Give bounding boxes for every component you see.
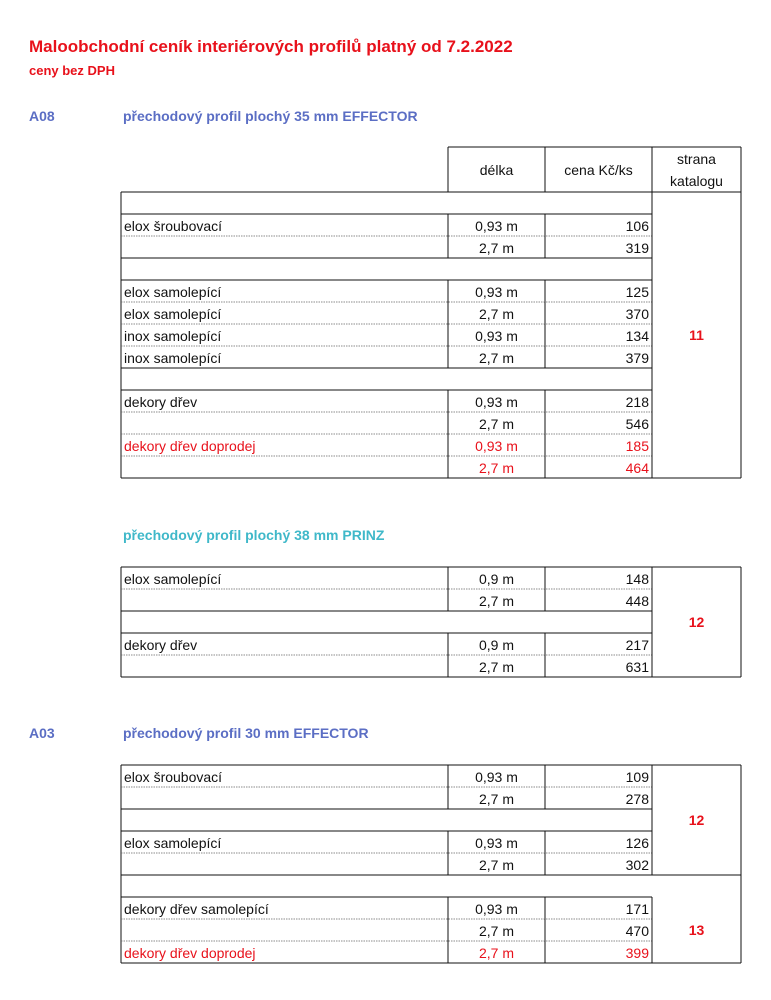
- row-length: 0,93 m: [475, 835, 518, 851]
- row-length: 0,93 m: [475, 328, 518, 344]
- row-price: 171: [625, 901, 649, 917]
- header-page-line1: strana: [677, 151, 716, 167]
- row-length: 0,93 m: [475, 438, 518, 454]
- row-price: 370: [625, 306, 649, 322]
- row-price: 106: [625, 218, 649, 234]
- row-price: 379: [625, 350, 649, 366]
- section-title-a08: přechodový profil plochý 35 mm EFFECTOR: [123, 108, 418, 124]
- page-title: Maloobchodní ceník interiérových profilů platný od 7.2.2022: [29, 37, 513, 56]
- row-length: 2,7 m: [478, 593, 515, 609]
- row-length: 2,7 m: [478, 240, 515, 256]
- row-length: 0,93 m: [475, 284, 518, 300]
- row-name: dekory dřev samolepící: [124, 901, 269, 917]
- row-name: elox samolepící: [124, 284, 222, 300]
- row-price: 217: [625, 637, 649, 653]
- row-length: 0,9 m: [478, 571, 515, 587]
- row-length: 2,7 m: [478, 857, 515, 873]
- section-title-a03: přechodový profil 30 mm EFFECTOR: [123, 725, 369, 741]
- row-length: 2,7 m: [478, 416, 515, 432]
- section-code-a03: A03: [29, 725, 55, 741]
- row-price: 464: [625, 460, 649, 476]
- row-price: 148: [625, 571, 649, 587]
- row-price: 134: [625, 328, 649, 344]
- section-code-a08: A08: [29, 108, 55, 124]
- row-price: 399: [625, 945, 649, 961]
- row-price: 319: [625, 240, 649, 256]
- header-price: cena Kč/ks: [564, 162, 633, 178]
- row-length: 0,93 m: [475, 901, 518, 917]
- row-length: 2,7 m: [478, 460, 515, 476]
- header-length: délka: [479, 162, 514, 178]
- row-price: 278: [625, 791, 649, 807]
- row-name: elox samolepící: [124, 306, 222, 322]
- page-subtitle: ceny bez DPH: [29, 63, 115, 78]
- row-name: elox samolepící: [124, 835, 222, 851]
- catalog-page-number: 12: [688, 614, 705, 630]
- row-name: dekory dřev: [124, 637, 198, 653]
- row-name: inox samolepící: [124, 328, 222, 344]
- section-title-prinz: přechodový profil plochý 38 mm PRINZ: [123, 527, 385, 543]
- catalog-page-number: 11: [689, 327, 704, 343]
- row-length: 0,93 m: [475, 218, 518, 234]
- row-length: 0,93 m: [475, 394, 518, 410]
- row-length: 2,7 m: [478, 923, 515, 939]
- row-length: 2,7 m: [478, 306, 515, 322]
- row-name: dekory dřev doprodej: [124, 945, 256, 961]
- row-price: 126: [625, 835, 649, 851]
- row-price: 470: [625, 923, 649, 939]
- row-name: elox samolepící: [124, 571, 222, 587]
- catalog-page-number: 12: [688, 812, 705, 828]
- row-price: 125: [625, 284, 649, 300]
- header-page-line2: katalogu: [670, 173, 723, 189]
- row-name: dekory dřev doprodej: [124, 438, 256, 454]
- row-name: inox samolepící: [124, 350, 222, 366]
- row-price: 631: [625, 659, 649, 675]
- row-name: elox šroubovací: [124, 769, 223, 785]
- catalog-page-number: 13: [688, 922, 705, 938]
- row-length: 0,93 m: [475, 769, 518, 785]
- row-price: 448: [625, 593, 649, 609]
- row-price: 546: [625, 416, 649, 432]
- row-length: 0,9 m: [478, 637, 515, 653]
- row-name: elox šroubovací: [124, 218, 223, 234]
- row-length: 2,7 m: [478, 945, 515, 961]
- row-length: 2,7 m: [478, 350, 515, 366]
- row-price: 302: [625, 857, 649, 873]
- row-name: dekory dřev: [124, 394, 198, 410]
- row-length: 2,7 m: [478, 791, 515, 807]
- row-price: 218: [625, 394, 649, 410]
- row-price: 185: [625, 438, 649, 454]
- row-price: 109: [625, 769, 649, 785]
- row-length: 2,7 m: [478, 659, 515, 675]
